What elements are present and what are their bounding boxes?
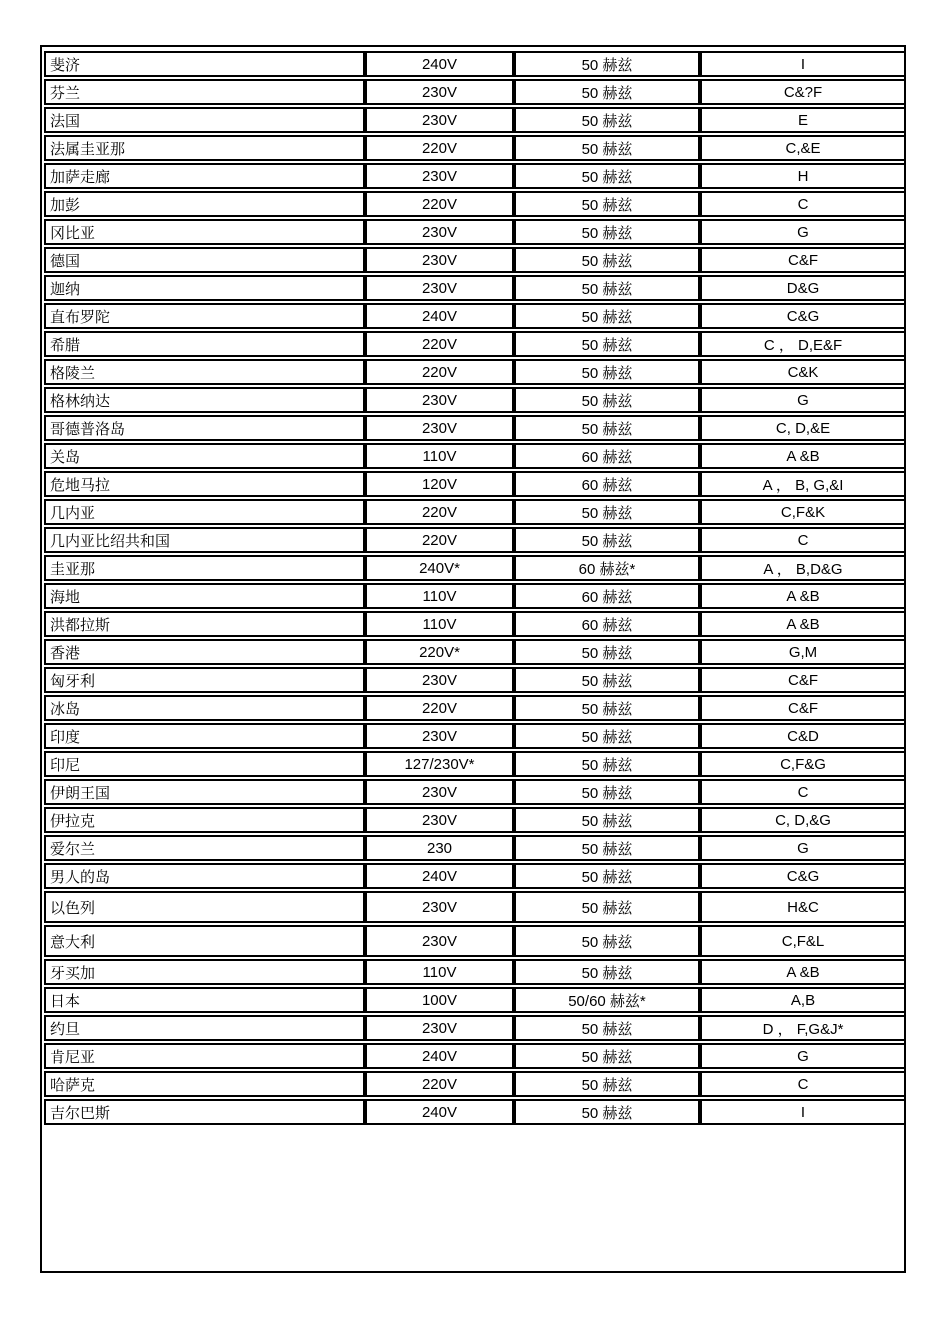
- frequency-cell: 50/60 赫兹*: [514, 987, 700, 1013]
- voltage-cell: 110V: [365, 443, 514, 469]
- plug-type-cell: H: [700, 163, 906, 189]
- country-cell: 海地: [44, 583, 365, 609]
- frequency-cell: 60 赫兹: [514, 611, 700, 637]
- voltage-cell: 240V*: [365, 555, 514, 581]
- frequency-cell: 50 赫兹: [514, 723, 700, 749]
- frequency-cell: 50 赫兹: [514, 639, 700, 665]
- country-cell: 哈萨克: [44, 1071, 365, 1097]
- table-row: [44, 359, 906, 385]
- table-row: [44, 163, 906, 189]
- table-row: [44, 219, 906, 245]
- plug-type-cell: C&D: [700, 723, 906, 749]
- table-row: [44, 1071, 906, 1097]
- plug-type-cell: C&K: [700, 359, 906, 385]
- frequency-cell: 50 赫兹: [514, 303, 700, 329]
- voltage-cell: 220V: [365, 331, 514, 357]
- plug-type-cell: C&?F: [700, 79, 906, 105]
- table-row: [44, 583, 906, 609]
- frequency-cell: 50 赫兹: [514, 925, 700, 957]
- plug-type-cell: C,&E: [700, 135, 906, 161]
- country-cell: 斐济: [44, 51, 365, 77]
- plug-type-cell: C&G: [700, 863, 906, 889]
- plug-type-cell: A &B: [700, 611, 906, 637]
- voltage-table-frame: [40, 45, 906, 1273]
- voltage-cell: 110V: [365, 583, 514, 609]
- voltage-cell: 240V: [365, 1099, 514, 1125]
- voltage-cell: 230V: [365, 667, 514, 693]
- voltage-cell: 127/230V*: [365, 751, 514, 777]
- plug-type-cell: A ， B,D&G: [700, 555, 906, 581]
- table-row: [44, 387, 906, 413]
- table-row: [44, 471, 906, 497]
- voltage-cell: 230V: [365, 891, 514, 923]
- plug-type-cell: I: [700, 51, 906, 77]
- plug-type-cell: H&C: [700, 891, 906, 923]
- plug-type-cell: C&G: [700, 303, 906, 329]
- frequency-cell: 50 赫兹: [514, 331, 700, 357]
- voltage-cell: 110V: [365, 611, 514, 637]
- country-cell: 以色列: [44, 891, 365, 923]
- voltage-cell: 230V: [365, 219, 514, 245]
- table-row: [44, 1099, 906, 1125]
- table-row: [44, 891, 906, 923]
- table-row: [44, 639, 906, 665]
- country-cell: 男人的岛: [44, 863, 365, 889]
- frequency-cell: 50 赫兹: [514, 1043, 700, 1069]
- plug-type-cell: A &B: [700, 959, 906, 985]
- country-cell: 匈牙利: [44, 667, 365, 693]
- table-row: [44, 275, 906, 301]
- plug-type-cell: A &B: [700, 583, 906, 609]
- table-row: [44, 415, 906, 441]
- plug-type-cell: C&F: [700, 247, 906, 273]
- plug-type-cell: C: [700, 779, 906, 805]
- voltage-cell: 120V: [365, 471, 514, 497]
- frequency-cell: 50 赫兹: [514, 891, 700, 923]
- country-cell: 印度: [44, 723, 365, 749]
- country-cell: 希腊: [44, 331, 365, 357]
- frequency-cell: 50 赫兹: [514, 667, 700, 693]
- table-row: [44, 987, 906, 1013]
- country-cell: 几内亚: [44, 499, 365, 525]
- voltage-cell: 220V: [365, 527, 514, 553]
- plug-type-cell: C,F&G: [700, 751, 906, 777]
- table-row: [44, 51, 906, 77]
- frequency-cell: 50 赫兹: [514, 107, 700, 133]
- table-row: [44, 723, 906, 749]
- country-cell: 约旦: [44, 1015, 365, 1041]
- plug-type-cell: G: [700, 387, 906, 413]
- table-body: [44, 51, 906, 1125]
- frequency-cell: 50 赫兹: [514, 1015, 700, 1041]
- frequency-cell: 50 赫兹: [514, 807, 700, 833]
- voltage-cell: 230V: [365, 1015, 514, 1041]
- table-row: [44, 135, 906, 161]
- plug-type-cell: G: [700, 835, 906, 861]
- frequency-cell: 50 赫兹: [514, 499, 700, 525]
- voltage-cell: 240V: [365, 303, 514, 329]
- frequency-cell: 50 赫兹: [514, 275, 700, 301]
- country-cell: 冈比亚: [44, 219, 365, 245]
- voltage-cell: 230V: [365, 163, 514, 189]
- country-cell: 意大利: [44, 925, 365, 957]
- voltage-cell: 240V: [365, 1043, 514, 1069]
- frequency-cell: 50 赫兹: [514, 1071, 700, 1097]
- frequency-cell: 50 赫兹: [514, 779, 700, 805]
- country-cell: 法属圭亚那: [44, 135, 365, 161]
- table-row: [44, 555, 906, 581]
- voltage-cell: 220V: [365, 499, 514, 525]
- table-row: [44, 667, 906, 693]
- country-cell: 芬兰: [44, 79, 365, 105]
- voltage-cell: 230V: [365, 415, 514, 441]
- voltage-cell: 230V: [365, 275, 514, 301]
- frequency-cell: 50 赫兹: [514, 863, 700, 889]
- country-cell: 肯尼亚: [44, 1043, 365, 1069]
- frequency-cell: 60 赫兹: [514, 471, 700, 497]
- frequency-cell: 50 赫兹: [514, 835, 700, 861]
- voltage-cell: 220V: [365, 191, 514, 217]
- country-cell: 加彭: [44, 191, 365, 217]
- frequency-cell: 50 赫兹: [514, 163, 700, 189]
- voltage-cell: 240V: [365, 51, 514, 77]
- country-cell: 爱尔兰: [44, 835, 365, 861]
- country-cell: 吉尔巴斯: [44, 1099, 365, 1125]
- table-row: [44, 751, 906, 777]
- frequency-cell: 50 赫兹: [514, 1099, 700, 1125]
- frequency-cell: 50 赫兹: [514, 219, 700, 245]
- country-cell: 洪都拉斯: [44, 611, 365, 637]
- table-row: [44, 443, 906, 469]
- voltage-cell: 220V: [365, 135, 514, 161]
- country-cell: 德国: [44, 247, 365, 273]
- frequency-cell: 50 赫兹: [514, 959, 700, 985]
- voltage-cell: 230V: [365, 247, 514, 273]
- table-row: [44, 247, 906, 273]
- frequency-cell: 50 赫兹: [514, 387, 700, 413]
- voltage-cell: 230V: [365, 387, 514, 413]
- table-row: [44, 863, 906, 889]
- voltage-cell: 240V: [365, 863, 514, 889]
- plug-type-cell: C: [700, 191, 906, 217]
- frequency-cell: 50 赫兹: [514, 135, 700, 161]
- voltage-cell: 230V: [365, 79, 514, 105]
- frequency-cell: 60 赫兹*: [514, 555, 700, 581]
- table-row: [44, 499, 906, 525]
- plug-type-cell: D&G: [700, 275, 906, 301]
- voltage-cell: 230V: [365, 807, 514, 833]
- plug-type-cell: G,M: [700, 639, 906, 665]
- plug-type-cell: I: [700, 1099, 906, 1125]
- country-cell: 关岛: [44, 443, 365, 469]
- plug-type-cell: G: [700, 219, 906, 245]
- plug-type-cell: A ， B, G,&I: [700, 471, 906, 497]
- table-row: [44, 925, 906, 957]
- table-row: [44, 331, 906, 357]
- frequency-cell: 60 赫兹: [514, 443, 700, 469]
- table-row: [44, 79, 906, 105]
- plug-type-cell: G: [700, 1043, 906, 1069]
- table-row: [44, 835, 906, 861]
- voltage-cell: 230: [365, 835, 514, 861]
- frequency-cell: 50 赫兹: [514, 527, 700, 553]
- plug-type-cell: A,B: [700, 987, 906, 1013]
- frequency-cell: 50 赫兹: [514, 415, 700, 441]
- country-cell: 危地马拉: [44, 471, 365, 497]
- table-row: [44, 107, 906, 133]
- frequency-cell: 50 赫兹: [514, 191, 700, 217]
- voltage-cell: 230V: [365, 779, 514, 805]
- voltage-cell: 220V*: [365, 639, 514, 665]
- country-cell: 冰岛: [44, 695, 365, 721]
- table-row: [44, 807, 906, 833]
- country-cell: 迦纳: [44, 275, 365, 301]
- plug-type-cell: C: [700, 1071, 906, 1097]
- table-row: [44, 303, 906, 329]
- frequency-cell: 50 赫兹: [514, 79, 700, 105]
- country-cell: 格陵兰: [44, 359, 365, 385]
- country-cell: 圭亚那: [44, 555, 365, 581]
- country-cell: 伊拉克: [44, 807, 365, 833]
- table-row: [44, 527, 906, 553]
- table-row: [44, 695, 906, 721]
- frequency-cell: 50 赫兹: [514, 695, 700, 721]
- plug-type-cell: C: [700, 527, 906, 553]
- plug-type-cell: C, D,&E: [700, 415, 906, 441]
- table-row: [44, 779, 906, 805]
- table-row: [44, 191, 906, 217]
- plug-type-cell: D ， F,G&J*: [700, 1015, 906, 1041]
- country-cell: 印尼: [44, 751, 365, 777]
- plug-type-cell: E: [700, 107, 906, 133]
- country-cell: 几内亚比绍共和国: [44, 527, 365, 553]
- plug-type-cell: C ， D,E&F: [700, 331, 906, 357]
- plug-type-cell: C,F&K: [700, 499, 906, 525]
- plug-type-cell: C&F: [700, 667, 906, 693]
- voltage-cell: 110V: [365, 959, 514, 985]
- country-cell: 直布罗陀: [44, 303, 365, 329]
- voltage-cell: 220V: [365, 1071, 514, 1097]
- frequency-cell: 50 赫兹: [514, 359, 700, 385]
- country-cell: 牙买加: [44, 959, 365, 985]
- voltage-cell: 220V: [365, 695, 514, 721]
- plug-type-cell: C,F&L: [700, 925, 906, 957]
- frequency-cell: 60 赫兹: [514, 583, 700, 609]
- country-cell: 加萨走廊: [44, 163, 365, 189]
- country-cell: 日本: [44, 987, 365, 1013]
- table-row: [44, 959, 906, 985]
- country-cell: 香港: [44, 639, 365, 665]
- country-cell: 格林纳达: [44, 387, 365, 413]
- frequency-cell: 50 赫兹: [514, 51, 700, 77]
- voltage-cell: 230V: [365, 107, 514, 133]
- voltage-cell: 220V: [365, 359, 514, 385]
- table-row: [44, 611, 906, 637]
- plug-type-cell: C, D,&G: [700, 807, 906, 833]
- voltage-table: [44, 49, 906, 1127]
- voltage-cell: 100V: [365, 987, 514, 1013]
- country-cell: 法国: [44, 107, 365, 133]
- frequency-cell: 50 赫兹: [514, 751, 700, 777]
- table-row: [44, 1043, 906, 1069]
- frequency-cell: 50 赫兹: [514, 247, 700, 273]
- country-cell: 伊朗王国: [44, 779, 365, 805]
- country-cell: 哥德普洛岛: [44, 415, 365, 441]
- plug-type-cell: C&F: [700, 695, 906, 721]
- voltage-cell: 230V: [365, 723, 514, 749]
- plug-type-cell: A &B: [700, 443, 906, 469]
- table-row: [44, 1015, 906, 1041]
- voltage-cell: 230V: [365, 925, 514, 957]
